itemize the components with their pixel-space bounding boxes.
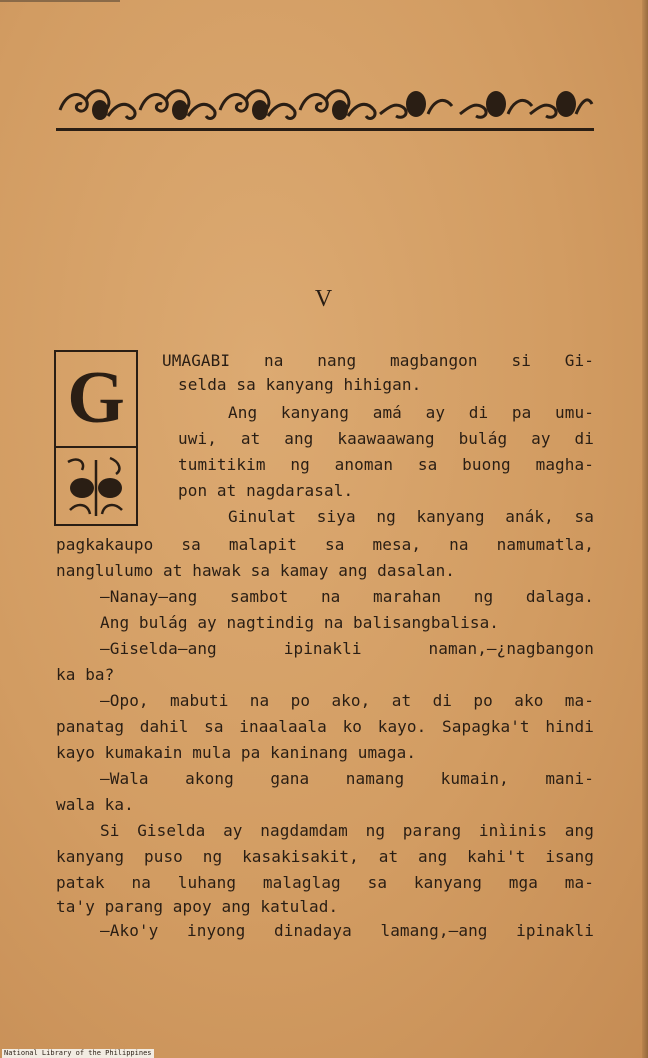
text-line: Ang kanyang amá ay di pa umu- (228, 403, 594, 422)
text-line: —Ako'y inyong dinadaya lamang,—ang ipinakli (100, 921, 594, 940)
text-line: pon at nagdarasal. (178, 481, 354, 500)
text-line: selda sa kanyang hihigan. (178, 375, 422, 394)
text-line: UMAGABI na nang magbangon si Gi- (162, 351, 594, 370)
text-line: Ang bulág ay nagtindig na balisangbalisa. (100, 613, 500, 632)
text-line: kayo kumakain mula pa kaninang umaga. (56, 743, 417, 762)
text-line: —Opo, mabuti na po ako, at di po ako ma- (100, 691, 594, 710)
chapter-number: V (314, 286, 334, 312)
text-line: ta'y parang apoy ang katulad. (56, 897, 339, 916)
text-line: —Wala akong gana namang kumain, mani- (100, 769, 594, 788)
text-line: —Nanay—ang sambot na marahan ng dalaga. (100, 587, 594, 606)
library-watermark: National Library of the Philippines (4, 1049, 152, 1057)
text-line: tumitikim ng anoman sa buong magha- (178, 455, 594, 474)
text-line: wala ka. (56, 795, 134, 814)
dropcap-letter: G (67, 357, 125, 439)
text-line: pagkakaupo sa malapit sa mesa, na namumatla, (56, 535, 594, 554)
text-line: Ginulat siya ng kanyang anák, sa (228, 507, 594, 526)
text-line: Si Giselda ay nagdamdam ng parang inìinis ang (100, 821, 594, 840)
text-line: kanyang puso ng kasakisakit, at ang kahi't isang (56, 847, 594, 866)
text-line: panatag dahil sa inaalaala ko kayo. Sapagka't hindi (56, 717, 594, 736)
text-line: nanglulumo at hawak sa kamay ang dasalan. (56, 561, 456, 580)
text-line: ka ba? (56, 665, 115, 684)
text-line: —Giselda—ang ipinakli naman,—¿nagbangon (100, 639, 594, 658)
text-line: patak na luhang malaglag sa kanyang mga ma- (56, 873, 594, 892)
text-line: uwi, at ang kaawaawang bulág ay di (178, 429, 594, 448)
